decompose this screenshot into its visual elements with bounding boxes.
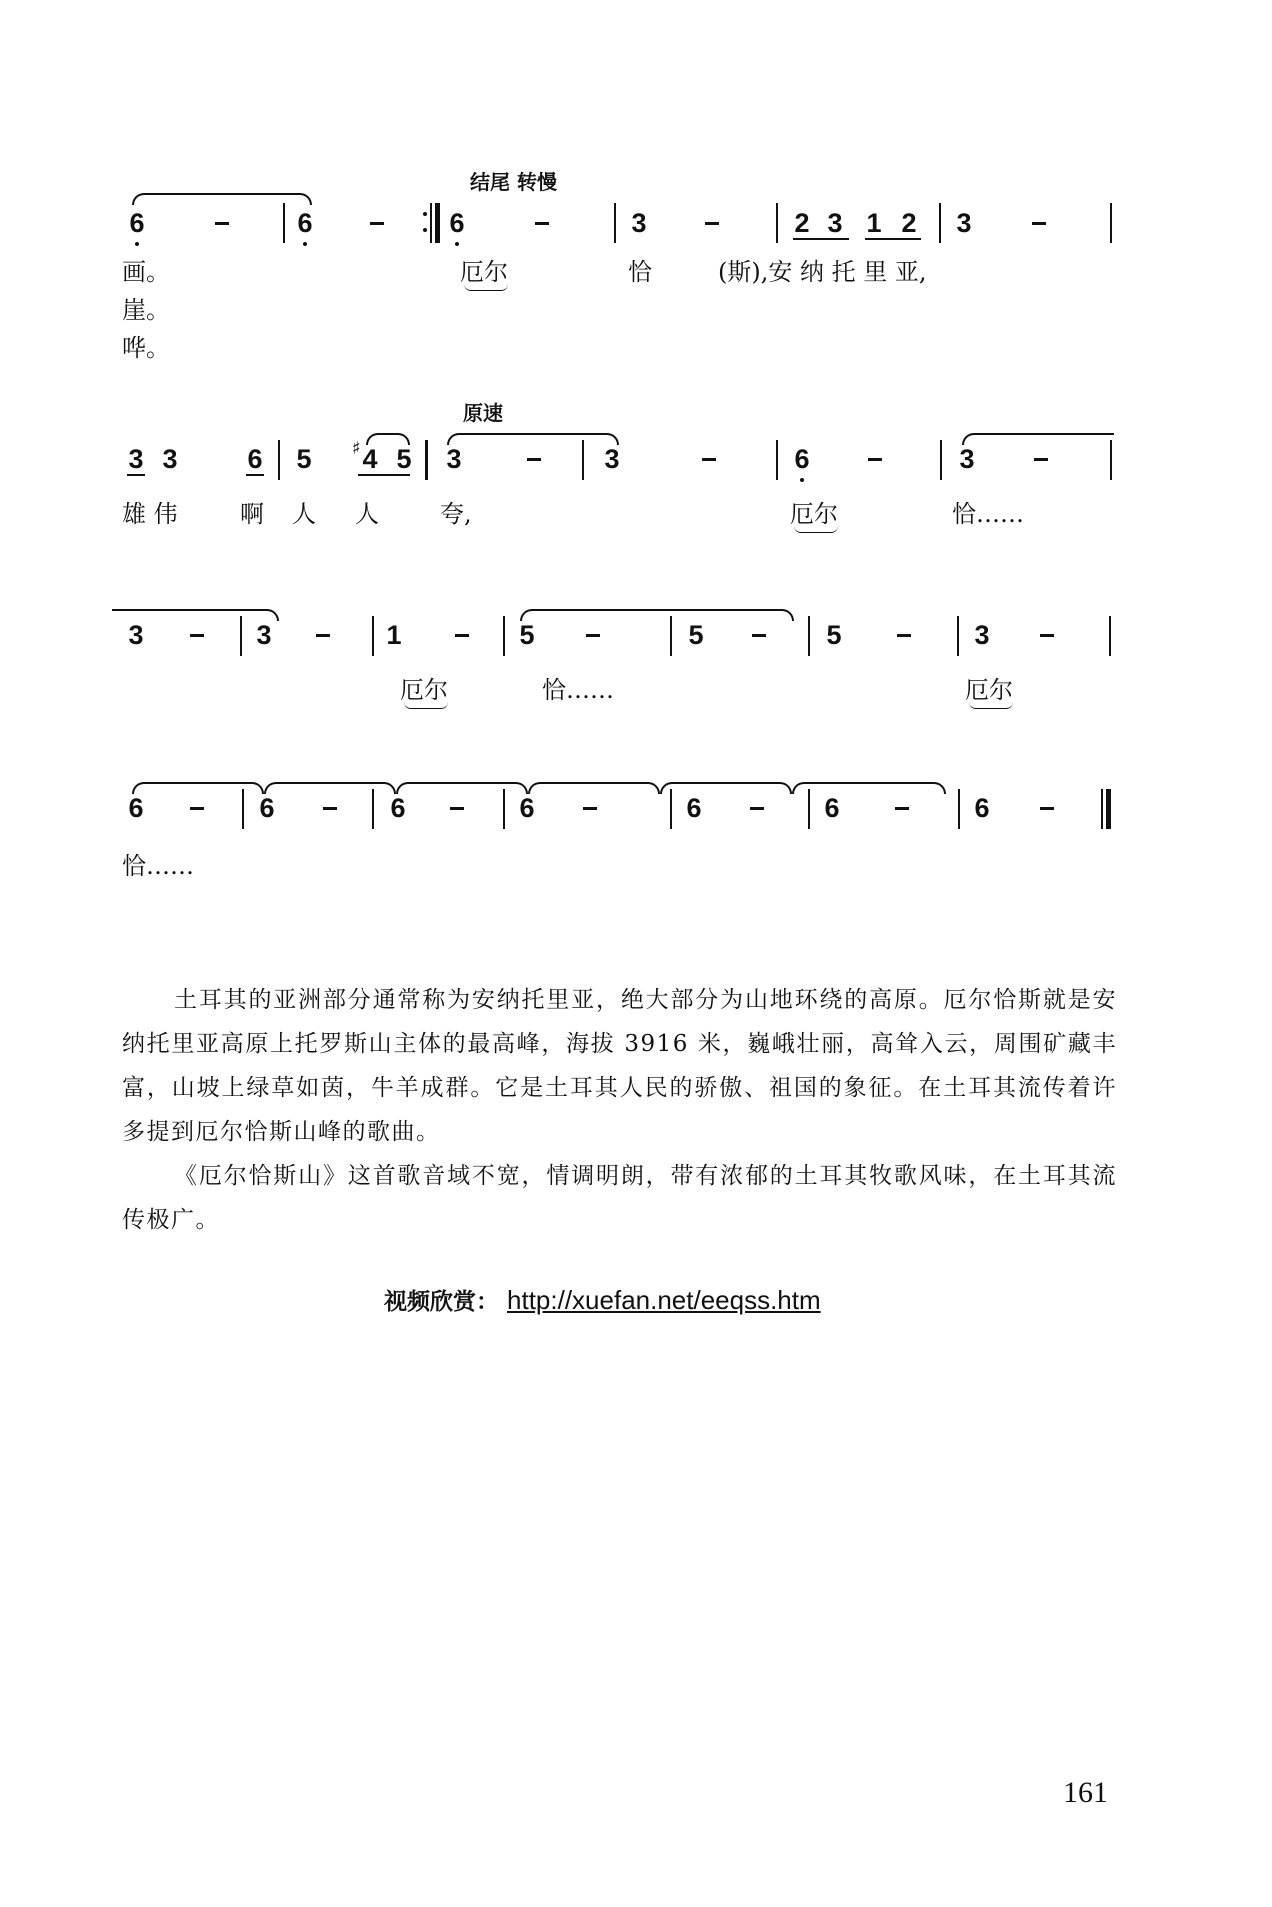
repeat-dot (423, 228, 427, 232)
tie (132, 782, 264, 794)
lyric: 人 (292, 500, 316, 528)
dash (586, 634, 600, 637)
note: 4 (362, 444, 378, 474)
note: 3 (631, 208, 647, 238)
dash (215, 222, 229, 225)
dash (190, 634, 204, 637)
note: 2 (901, 208, 917, 238)
note: 5 (396, 444, 412, 474)
note: 3 (128, 620, 144, 650)
repeat-dot (423, 212, 427, 216)
bar-line (372, 789, 374, 829)
tie (528, 782, 660, 794)
sharp-sign: ♯ (352, 438, 361, 459)
note: 3 (827, 208, 843, 238)
underline (246, 474, 264, 476)
dash (897, 634, 911, 637)
dash (752, 634, 766, 637)
note: 6 (445, 208, 469, 238)
note: 2 (794, 208, 810, 238)
underline (865, 238, 921, 240)
bar-line (670, 789, 672, 829)
bar-line (808, 789, 810, 829)
tie (396, 782, 528, 794)
note: 3 (256, 620, 272, 650)
note: 3 (956, 208, 972, 238)
bar-line (1109, 616, 1111, 656)
lyric: 恰…… (122, 852, 194, 880)
tie (962, 433, 1114, 445)
lyric-slur (464, 284, 508, 291)
tempo-marking-ending: 结尾 转慢 (470, 170, 557, 194)
lyric: 厄尔 (965, 676, 1013, 704)
dash (323, 807, 337, 810)
note: 6 (125, 208, 149, 238)
final-bar-line (1106, 789, 1111, 829)
note: 5 (826, 620, 842, 650)
bar-line (940, 440, 942, 480)
lyric: 啊 (240, 500, 264, 528)
note: 6 (824, 793, 840, 823)
dash (527, 458, 541, 461)
note: 6 (293, 208, 317, 238)
page-number: 161 (1063, 1776, 1108, 1809)
tempo-marking-original: 原速 (463, 401, 503, 425)
bar-line (614, 203, 616, 243)
note: 3 (162, 444, 178, 474)
lyric: 恰…… (542, 676, 614, 704)
bar-line (808, 616, 810, 656)
bar-line (242, 789, 244, 829)
dash (705, 222, 719, 225)
dash (455, 634, 469, 637)
bar-line (939, 203, 941, 243)
video-line (384, 1283, 821, 1316)
lyric: 人 (355, 500, 379, 528)
bar-line (957, 616, 959, 656)
lyric: 厄尔 (790, 500, 838, 528)
repeat-bar-line (435, 203, 440, 243)
bar-line (503, 616, 505, 656)
tie (792, 782, 946, 794)
note: 5 (519, 620, 535, 650)
bar-line (582, 440, 584, 480)
note: 3 (446, 444, 462, 474)
note: 1 (866, 208, 882, 238)
tie (660, 782, 792, 794)
dash (895, 807, 909, 810)
dash (750, 807, 764, 810)
note: 3 (974, 620, 990, 650)
lyric-slur (404, 702, 448, 709)
bar-line (776, 203, 778, 243)
lyric: (斯),安 纳 托 里 亚, (718, 258, 927, 286)
bar-line (283, 203, 285, 243)
final-bar-line (1101, 789, 1103, 829)
lyric: 恰 (628, 258, 652, 286)
description-paragraph-1: 土耳其的亚洲部分通常称为安纳托里亚，绝大部分为山地环绕的高原。厄尔恰斯就是安纳托里亚高原上托罗斯山主体的最高峰，海拔 3916 米，巍峨壮丽，高耸入云，周围矿藏丰富，山坡上绿草如茵，牛羊成群。它是土耳其人民的骄傲、祖国的象征。在土耳其流传着许多提到厄尔恰斯山峰的歌曲。 (122, 987, 1117, 1145)
bar-line (1110, 440, 1112, 480)
tie (447, 433, 619, 445)
bar-line (670, 616, 672, 656)
dash (868, 458, 882, 461)
note: 3 (959, 444, 975, 474)
dash (702, 458, 716, 461)
bar-line (503, 789, 505, 829)
underline (793, 238, 849, 240)
description-paragraph-2: 《厄尔恰斯山》这首歌音域不宽，情调明朗，带有浓郁的土耳其牧歌风味，在土耳其流传极广。 (122, 1163, 1117, 1233)
lyric: 雄 伟 (122, 500, 178, 528)
tie (264, 782, 396, 794)
note: 6 (128, 793, 144, 823)
bar-line (958, 789, 960, 829)
video-link[interactable]: http://xuefan.net/eeqss.htm (507, 1285, 821, 1315)
dash (583, 807, 597, 810)
note: 6 (390, 793, 406, 823)
tie (132, 193, 312, 205)
bar-line (278, 440, 280, 480)
lyric: 恰…… (952, 500, 1024, 528)
dash (1040, 807, 1054, 810)
lyric: 画。 (122, 258, 170, 286)
underline (358, 474, 410, 476)
note: 6 (519, 793, 535, 823)
bar-line (240, 616, 242, 656)
bar-line (372, 616, 374, 656)
tie (520, 609, 794, 621)
dash (316, 634, 330, 637)
dash (190, 807, 204, 810)
bar-line (776, 440, 778, 480)
note: 1 (386, 620, 402, 650)
note: 6 (686, 793, 702, 823)
note: 3 (128, 444, 144, 474)
note: 3 (604, 444, 620, 474)
dash (535, 222, 549, 225)
dash (370, 222, 384, 225)
lyric: 厄尔 (400, 676, 448, 704)
note: 6 (790, 444, 814, 474)
underline (127, 474, 145, 476)
dash (1032, 222, 1046, 225)
video-label: 视频欣赏： (384, 1289, 499, 1315)
bar-line (425, 440, 428, 480)
repeat-bar-line (430, 203, 432, 243)
lyric: 厄尔 (460, 258, 508, 286)
lyric: 崖。 (122, 296, 170, 324)
lyric-slur (969, 702, 1013, 709)
dash (450, 807, 464, 810)
bar-line (1110, 203, 1112, 243)
dash (1034, 458, 1048, 461)
note: 6 (247, 444, 263, 474)
note: 6 (259, 793, 275, 823)
note: 5 (688, 620, 704, 650)
note: 5 (296, 444, 312, 474)
lyric: 哗。 (122, 334, 170, 362)
dash (1040, 634, 1054, 637)
lyric: 夸, (440, 500, 472, 528)
lyric-slur (794, 526, 838, 533)
note: 6 (974, 793, 990, 823)
